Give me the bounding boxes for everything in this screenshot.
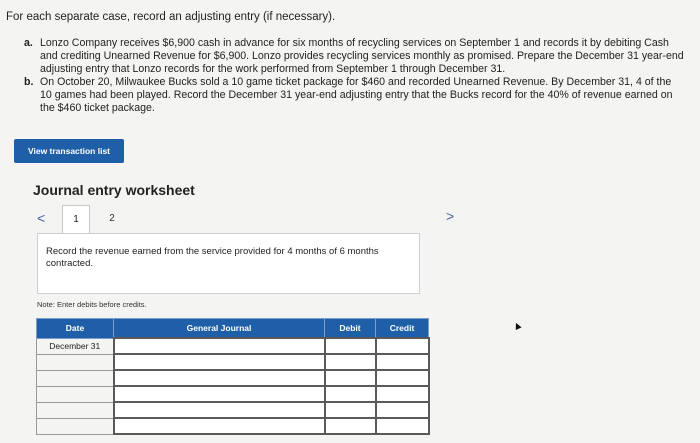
debit-input[interactable] [325, 354, 376, 370]
case-b [24, 76, 684, 115]
table-row [37, 338, 429, 354]
credit-input[interactable] [376, 338, 429, 354]
table-row [37, 402, 429, 418]
tab-entry-1[interactable]: 1 [62, 205, 90, 233]
instructions-text: For each separate case, record an adjusting entry (if necessary). [6, 11, 336, 23]
table-row [37, 354, 429, 370]
journal-header-row [37, 319, 429, 339]
journal-table [36, 318, 430, 435]
next-entry-icon[interactable]: > [446, 208, 455, 224]
prev-entry-icon[interactable]: < [37, 210, 46, 226]
date-cell [37, 370, 114, 386]
date-cell: December 31 [37, 338, 114, 354]
worksheet-title: Journal entry worksheet [33, 182, 195, 198]
credit-header: Credit [376, 319, 429, 339]
case-a-label: a. [24, 37, 33, 49]
date-header: Date [37, 319, 114, 339]
credit-input[interactable] [376, 418, 429, 434]
credit-input[interactable] [376, 354, 429, 370]
tab-entry-2[interactable]: 2 [109, 212, 115, 224]
general-journal-header: General Journal [114, 319, 325, 339]
date-cell [37, 418, 114, 434]
case-a-text: Lonzo Company receives $6,900 cash in advance for six months of recycling services on September 1 and records it by debiting Cash and crediting Unearned Revenue for $6,900. Lonzo provides recycling services monthly as promised. Prepare the December 31 year-end adjusting entry that Lonzo records for the work performed from September 1 through December 31. [40, 37, 684, 75]
account-input[interactable] [114, 386, 325, 402]
case-list [24, 37, 684, 115]
debit-input[interactable] [325, 370, 376, 386]
debit-input[interactable] [325, 386, 376, 402]
debit-header: Debit [325, 319, 376, 339]
debit-input[interactable] [325, 402, 376, 418]
debit-input[interactable] [325, 418, 376, 434]
case-b-label: b. [24, 76, 34, 88]
debit-input[interactable] [325, 338, 376, 354]
mouse-cursor-icon: ▲ [509, 318, 525, 334]
table-row [37, 386, 429, 402]
credit-input[interactable] [376, 370, 429, 386]
date-cell [37, 354, 114, 370]
table-row [37, 370, 429, 386]
case-a [24, 37, 684, 76]
case-b-text: On October 20, Milwaukee Bucks sold a 10 game ticket package for $460 and recorded Unearned Revenue. By December 31, 4 of the 10 games had been played. Record the December 31 year-end adjusting entry that the Bucks record for the 40% of revenue earned on the $460 ticket package. [40, 76, 673, 114]
entry-note: Note: Enter debits before credits. [37, 300, 147, 309]
date-cell [37, 402, 114, 418]
instruction-panel [37, 233, 420, 294]
credit-input[interactable] [376, 386, 429, 402]
account-input[interactable] [114, 402, 325, 418]
account-input[interactable] [114, 418, 325, 434]
account-input[interactable] [114, 370, 325, 386]
account-input[interactable] [114, 338, 325, 354]
instruction-text: Record the revenue earned from the service provided for 4 months of 6 months contracted. [46, 246, 379, 269]
table-row [37, 418, 429, 434]
credit-input[interactable] [376, 402, 429, 418]
account-input[interactable] [114, 354, 325, 370]
date-cell [37, 386, 114, 402]
view-transaction-list-button[interactable]: View transaction list [14, 139, 124, 163]
